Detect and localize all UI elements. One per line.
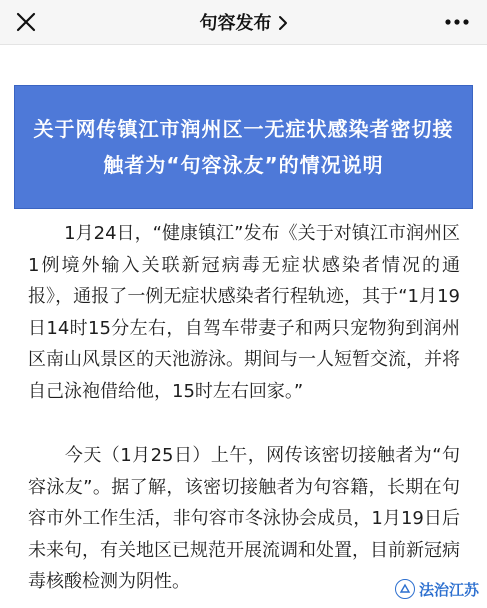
article-paragraph-2: 今天（1月25日）上午，网传该密切接触者为“句容泳友”。据了解，该密切接触者为句容籍，长期在句容市外工作生活，非句容市冬泳协会成员，1月19日后未来句，有关地区已规范开展流调和处置，目前新冠病毒核酸检测为阴性。: [28, 445, 460, 593]
source-watermark: [391, 576, 483, 602]
more-button[interactable]: [437, 6, 477, 38]
article-content: [0, 45, 487, 608]
nav-bar: [0, 0, 487, 45]
headline-banner: [14, 85, 473, 209]
close-icon: [16, 12, 36, 32]
watermark-text: 法治江苏: [418, 580, 479, 599]
more-dots-icon: [444, 18, 470, 26]
account-title-link[interactable]: [110, 0, 377, 44]
chevron-right-icon: [278, 15, 288, 31]
article-headline: 关于网传镇江市润州区一无症状感染者密切接触者为“句容泳友”的情况说明: [33, 117, 454, 177]
close-button[interactable]: [10, 6, 42, 38]
page-title: 句容发布: [199, 13, 272, 34]
watermark-logo-icon: [395, 579, 415, 599]
article-paragraph-1: 1月24日，“健康镇江”发布《关于对镇江市润州区1例境外输入关联新冠病毒无症状感染者情况的通报》，通报了一例无症状感染者行程轨迹，其于“1月19日14时15分左右，自驾车带妻子和两只宠物狗到润州区南山风景区的天池游泳。期间与一人短暂交流，并将自己泳袍借给他，15时左右回家。”: [28, 223, 460, 402]
